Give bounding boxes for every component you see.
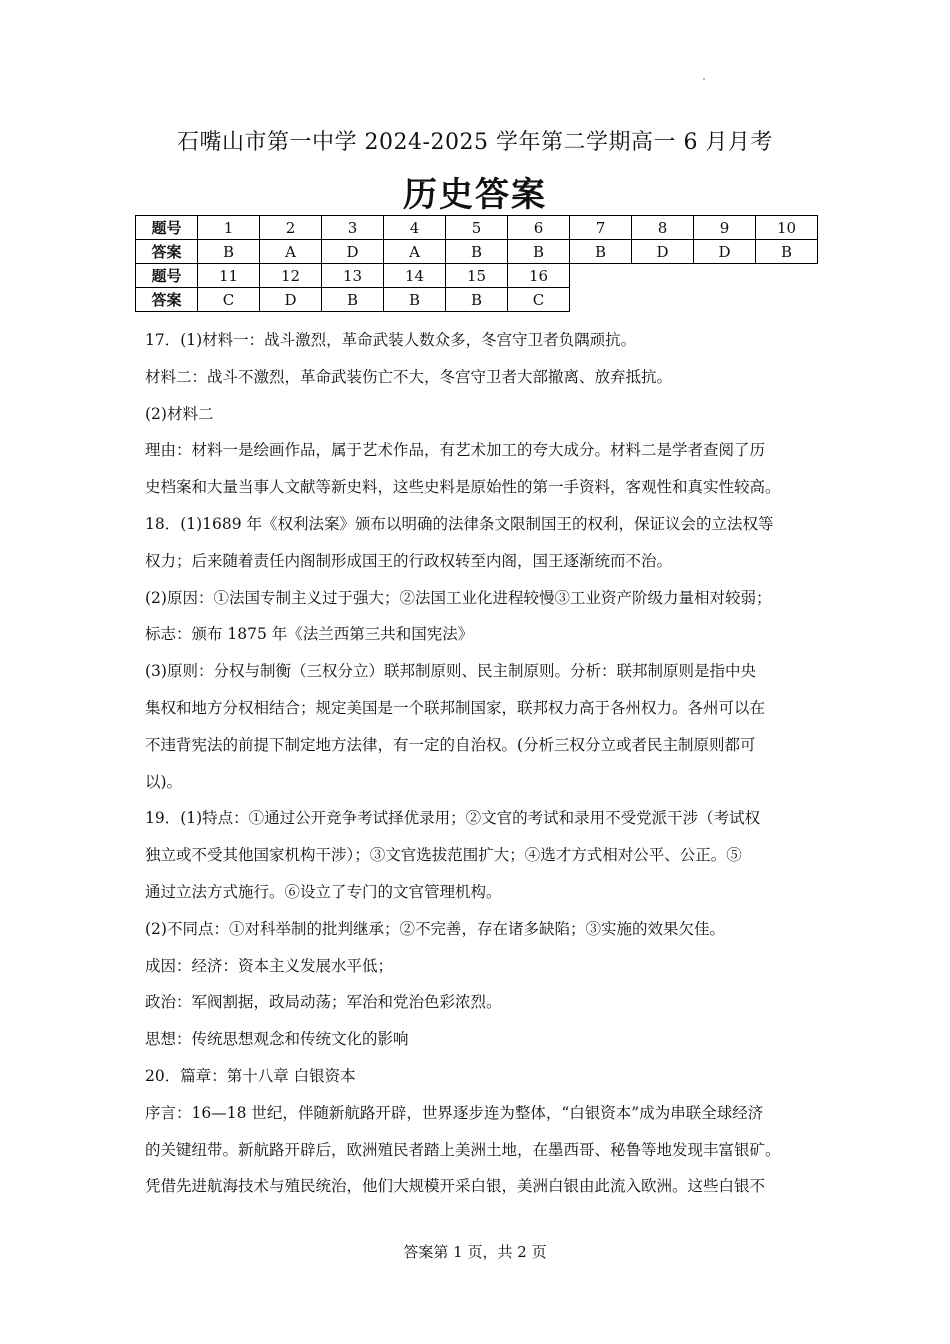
- answer-line: 凭借先进航海技术与殖民统治，他们大规模开采白银，美洲白银由此流入欧洲。这些白银不: [145, 1177, 766, 1196]
- question-number: 13: [322, 264, 384, 288]
- question-number: 10: [756, 216, 818, 240]
- question-number: 16: [508, 264, 570, 288]
- answer-cell: B: [198, 240, 260, 264]
- answer-line: 通过立法方式施行。⑥设立了专门的文官管理机构。: [145, 882, 502, 901]
- answer-cell: C: [508, 288, 570, 312]
- answer-line: 权力；后来随着责任内阁制形成国王的行政权转至内阁，国王逐渐统而不治。: [145, 551, 673, 570]
- question-number: 3: [322, 216, 384, 240]
- answer-cell: B: [384, 288, 446, 312]
- question-number: 6: [508, 216, 570, 240]
- table-row-numbers-1: [136, 216, 818, 240]
- question-number: 14: [384, 264, 446, 288]
- answer-cell: D: [694, 240, 756, 264]
- label-answer: 答案: [136, 288, 198, 312]
- answer-line: 以)。: [145, 772, 183, 791]
- answer-cell: C: [198, 288, 260, 312]
- answer-cell: D: [632, 240, 694, 264]
- question-number: 15: [446, 264, 508, 288]
- answer-line: (2)不同点：①对科举制的批判继承；②不完善，存在诸多缺陷；③实施的效果欠佳。: [145, 919, 725, 938]
- exam-title: 石嘴山市第一中学 2024-2025 学年第二学期高一 6 月月考: [177, 130, 773, 155]
- label-question-number: 题号: [136, 264, 198, 288]
- answer-line: 20．篇章：第十八章 白银资本: [145, 1066, 356, 1085]
- question-number: 9: [694, 216, 756, 240]
- label-answer: 答案: [136, 240, 198, 264]
- answer-cell: A: [384, 240, 446, 264]
- answer-line: 序言：16—18 世纪，伴随新航路开辟，世界逐步连为整体，“白银资本”成为串联全球经济: [145, 1103, 764, 1122]
- question-number: 5: [446, 216, 508, 240]
- answer-cell: B: [322, 288, 384, 312]
- question-number: 4: [384, 216, 446, 240]
- answer-line: 思想：传统思想观念和传统文化的影响: [145, 1030, 409, 1049]
- answer-line: 政治：军阀割据，政局动荡；军治和党治色彩浓烈。: [145, 993, 502, 1012]
- page-footer: 答案第 1 页，共 2 页: [403, 1243, 547, 1261]
- answer-line: 标志：颁布 1875 年《法兰西第三共和国宪法》: [145, 625, 474, 644]
- answer-line: 理由：材料一是绘画作品，属于艺术作品，有艺术加工的夸大成分。材料二是学者查阅了历: [145, 441, 766, 460]
- answer-cell: B: [570, 240, 632, 264]
- table-row-answers-1: [136, 240, 818, 264]
- answer-line: 独立或不受其他国家机构干涉）；③文官选拔范围扩大；④选才方式相对公平、公正。⑤: [145, 846, 742, 865]
- answer-line: (2)原因：①法国专制主义过于强大；②法国工业化进程较慢③工业资产阶级力量相对较弱；: [145, 588, 772, 607]
- answer-cell: D: [260, 288, 322, 312]
- answer-line: 19．(1)特点：①通过公开竞争考试择优录用；②文官的考试和录用不受党派干涉（考试权: [145, 809, 761, 828]
- question-number: 8: [632, 216, 694, 240]
- scan-speck: [703, 78, 705, 80]
- answer-cell: B: [508, 240, 570, 264]
- answer-line: 17．(1)材料一：战斗激烈，革命武装人数众多，冬宫守卫者负隅顽抗。: [145, 331, 637, 349]
- table-row-answers-2: [136, 288, 818, 312]
- answer-cell: B: [446, 288, 508, 312]
- answer-line: 的关键纽带。新航路开辟后，欧洲殖民者踏上美洲土地，在墨西哥、秘鲁等地发现丰富银矿。: [145, 1140, 781, 1159]
- answer-line: 集权和地方分权相结合；规定美国是一个联邦制国家，联邦权力高于各州权力。各州可以在: [145, 698, 766, 717]
- label-question-number: 题号: [136, 216, 198, 240]
- answer-cell: A: [260, 240, 322, 264]
- answer-line: 18．(1)1689 年《权利法案》颁布以明确的法律条文限制国王的权利，保证议会的立法权等: [145, 514, 774, 533]
- answer-cell: D: [322, 240, 384, 264]
- table-row-numbers-2: [136, 264, 818, 288]
- answer-line: (3)原则：分权与制衡（三权分立）联邦制原则、民主制原则。分析：联邦制原则是指中央: [145, 662, 756, 681]
- question-number: 7: [570, 216, 632, 240]
- table-empty-area: [570, 264, 818, 288]
- answer-line: 成因：经济：资本主义发展水平低；: [145, 956, 394, 975]
- answer-line: 材料二：战斗不激烈，革命武装伤亡不大，冬宫守卫者大部撤离、放弃抵抗。: [145, 367, 673, 386]
- question-number: 12: [260, 264, 322, 288]
- answer-heading: 历史答案: [403, 175, 547, 215]
- question-number: 2: [260, 216, 322, 240]
- question-number: 1: [198, 216, 260, 240]
- answer-line: (2)材料二: [145, 404, 214, 423]
- table-empty-area: [570, 288, 818, 312]
- answer-body: [145, 322, 817, 1205]
- question-number: 11: [198, 264, 260, 288]
- answer-line: 史档案和大量当事人文献等新史料，这些史料是原始性的第一手资料，客观性和真实性较高。: [145, 478, 781, 497]
- answer-cell: B: [446, 240, 508, 264]
- answer-table: [135, 215, 818, 312]
- answer-line: 不违背宪法的前提下制定地方法律，有一定的自治权。(分析三权分立或者民主制原则都可: [145, 735, 756, 754]
- answer-cell: B: [756, 240, 818, 264]
